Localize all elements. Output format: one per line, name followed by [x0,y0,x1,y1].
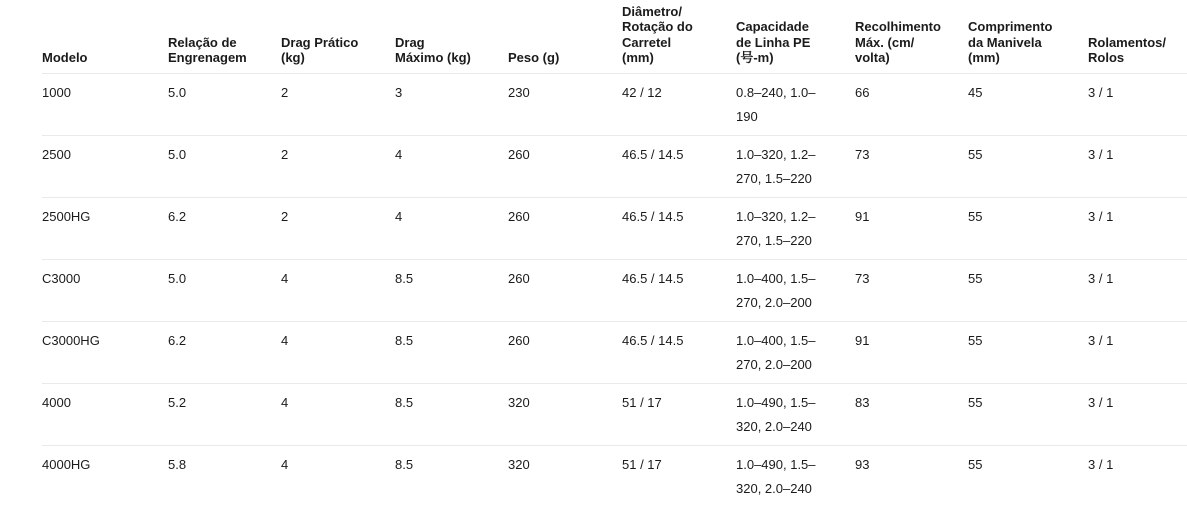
cell-drag-maximo: 3 [395,84,403,100]
cell-relacao-de-engrenagem: 5.0 [168,146,187,162]
cell-peso: 230 [508,84,530,100]
cell-modelo: 4000 [42,394,71,410]
column-header-line: Carretel [622,34,672,50]
column-header-line: Drag Prático [281,34,359,50]
cell-drag-maximo: 8.5 [395,270,414,286]
cell-modelo: C3000 [42,270,81,286]
cell-relacao-de-engrenagem: 6.2 [168,208,187,224]
cell-rolamentos-rolos: 3 / 1 [1088,332,1114,348]
cell-rolamentos-rolos: 3 / 1 [1088,208,1114,224]
table-row-1000 [42,73,1187,135]
table-row-c3000hg [42,321,1187,383]
cell-diametro-rotacao-carretel: 46.5 / 14.5 [622,146,684,162]
cell-modelo: 2500HG [42,208,91,224]
column-header-line: Engrenagem [168,50,247,65]
column-header-peso [508,0,622,73]
cell-relacao-de-engrenagem: 5.0 [168,84,187,100]
cell-comprimento-manivela: 55 [968,332,983,348]
cell-comprimento-manivela: 45 [968,84,983,100]
cell-drag-pratico: 2 [281,208,289,224]
cell-diametro-rotacao-carretel: 46.5 / 14.5 [622,270,684,286]
cell-capacidade-linha-pe: 1.0–320, 1.2–270, 1.5–220 [736,208,816,248]
cell-drag-pratico: 2 [281,84,289,100]
cell-diametro-rotacao-carretel: 46.5 / 14.5 [622,208,684,224]
column-header-relacao-de-engrenagem [168,0,281,73]
cell-recolhimento-max: 66 [855,84,870,100]
cell-drag-pratico: 4 [281,270,289,286]
column-header-capacidade-linha-pe [736,0,855,73]
cell-capacidade-linha-pe: 1.0–490, 1.5–320, 2.0–240 [736,456,816,496]
cell-peso: 260 [508,332,530,348]
cell-drag-pratico: 4 [281,456,289,472]
column-header-line: (号-m) [736,50,774,65]
table-row-2500hg [42,197,1187,259]
cell-drag-maximo: 8.5 [395,332,414,348]
cell-recolhimento-max: 83 [855,394,870,410]
cell-rolamentos-rolos: 3 / 1 [1088,270,1114,286]
cell-rolamentos-rolos: 3 / 1 [1088,394,1114,410]
column-header-line: de Linha PE [736,34,811,50]
table-header [42,0,1187,73]
column-header-line: Máx. (cm/ [855,34,915,50]
cell-recolhimento-max: 91 [855,208,870,224]
cell-comprimento-manivela: 55 [968,208,983,224]
column-header-line: Diâmetro/ [622,3,682,19]
column-header-line: Recolhimento [855,19,941,34]
cell-rolamentos-rolos: 3 / 1 [1088,456,1114,472]
column-header-line: Capacidade [736,19,809,34]
column-header-line: Rotação do [622,19,693,34]
table-row-4000hg [42,445,1187,507]
cell-modelo: 4000HG [42,456,91,472]
column-header-rolamentos-rolos [1088,0,1187,73]
cell-drag-maximo: 4 [395,208,403,224]
cell-comprimento-manivela: 55 [968,146,983,162]
column-header-line: Rolos [1088,50,1125,65]
cell-diametro-rotacao-carretel: 42 / 12 [622,84,662,100]
cell-peso: 260 [508,270,530,286]
table-body [42,73,1187,507]
header-row [42,0,1187,73]
column-header-diametro-rotacao-carretel [622,0,736,73]
cell-drag-pratico: 2 [281,146,289,162]
cell-peso: 260 [508,208,530,224]
cell-peso: 320 [508,456,530,472]
table-row-4000 [42,383,1187,445]
column-header-line: (mm) [622,50,654,65]
cell-recolhimento-max: 93 [855,456,870,472]
cell-capacidade-linha-pe: 1.0–400, 1.5–270, 2.0–200 [736,270,816,310]
column-header-line: (mm) [968,50,1000,65]
column-header-line: Máximo (kg) [395,50,471,65]
cell-recolhimento-max: 91 [855,332,870,348]
column-header-line: Comprimento [968,19,1053,34]
column-header-recolhimento-max [855,0,968,73]
column-header-line: volta) [855,50,890,65]
cell-recolhimento-max: 73 [855,270,870,286]
cell-capacidade-linha-pe: 0.8–240, 1.0–190 [736,84,816,124]
cell-drag-maximo: 8.5 [395,456,414,472]
cell-peso: 320 [508,394,530,410]
cell-relacao-de-engrenagem: 5.8 [168,456,187,472]
cell-capacidade-linha-pe: 1.0–320, 1.2–270, 1.5–220 [736,146,816,186]
cell-capacidade-linha-pe: 1.0–490, 1.5–320, 2.0–240 [736,394,816,434]
reel-specs-table [42,0,1187,507]
column-header-line: Relação de [168,34,237,50]
cell-drag-pratico: 4 [281,332,289,348]
cell-comprimento-manivela: 55 [968,270,983,286]
column-header-line: Rolamentos/ [1088,34,1167,50]
cell-drag-pratico: 4 [281,394,289,410]
column-header-line: Modelo [42,50,88,65]
column-header-drag-pratico [281,0,395,73]
column-header-line: Drag [395,34,425,50]
table-row-c3000 [42,259,1187,321]
cell-diametro-rotacao-carretel: 51 / 17 [622,456,662,472]
cell-relacao-de-engrenagem: 5.2 [168,394,187,410]
cell-comprimento-manivela: 55 [968,394,983,410]
cell-drag-maximo: 4 [395,146,403,162]
column-header-line: da Manivela [968,34,1042,50]
cell-diametro-rotacao-carretel: 51 / 17 [622,394,662,410]
cell-comprimento-manivela: 55 [968,456,983,472]
cell-modelo: 2500 [42,146,71,162]
cell-recolhimento-max: 73 [855,146,870,162]
cell-rolamentos-rolos: 3 / 1 [1088,146,1114,162]
cell-relacao-de-engrenagem: 5.0 [168,270,187,286]
column-header-comprimento-manivela [968,0,1088,73]
column-header-modelo [42,0,168,73]
column-header-line: (kg) [281,50,305,65]
cell-rolamentos-rolos: 3 / 1 [1088,84,1114,100]
table-row-2500 [42,135,1187,197]
cell-modelo: 1000 [42,84,71,100]
cell-drag-maximo: 8.5 [395,394,414,410]
column-header-line: Peso (g) [508,50,560,65]
cell-diametro-rotacao-carretel: 46.5 / 14.5 [622,332,684,348]
cell-peso: 260 [508,146,530,162]
cell-relacao-de-engrenagem: 6.2 [168,332,187,348]
column-header-drag-maximo [395,0,508,73]
cell-modelo: C3000HG [42,332,100,348]
cell-capacidade-linha-pe: 1.0–400, 1.5–270, 2.0–200 [736,332,816,372]
